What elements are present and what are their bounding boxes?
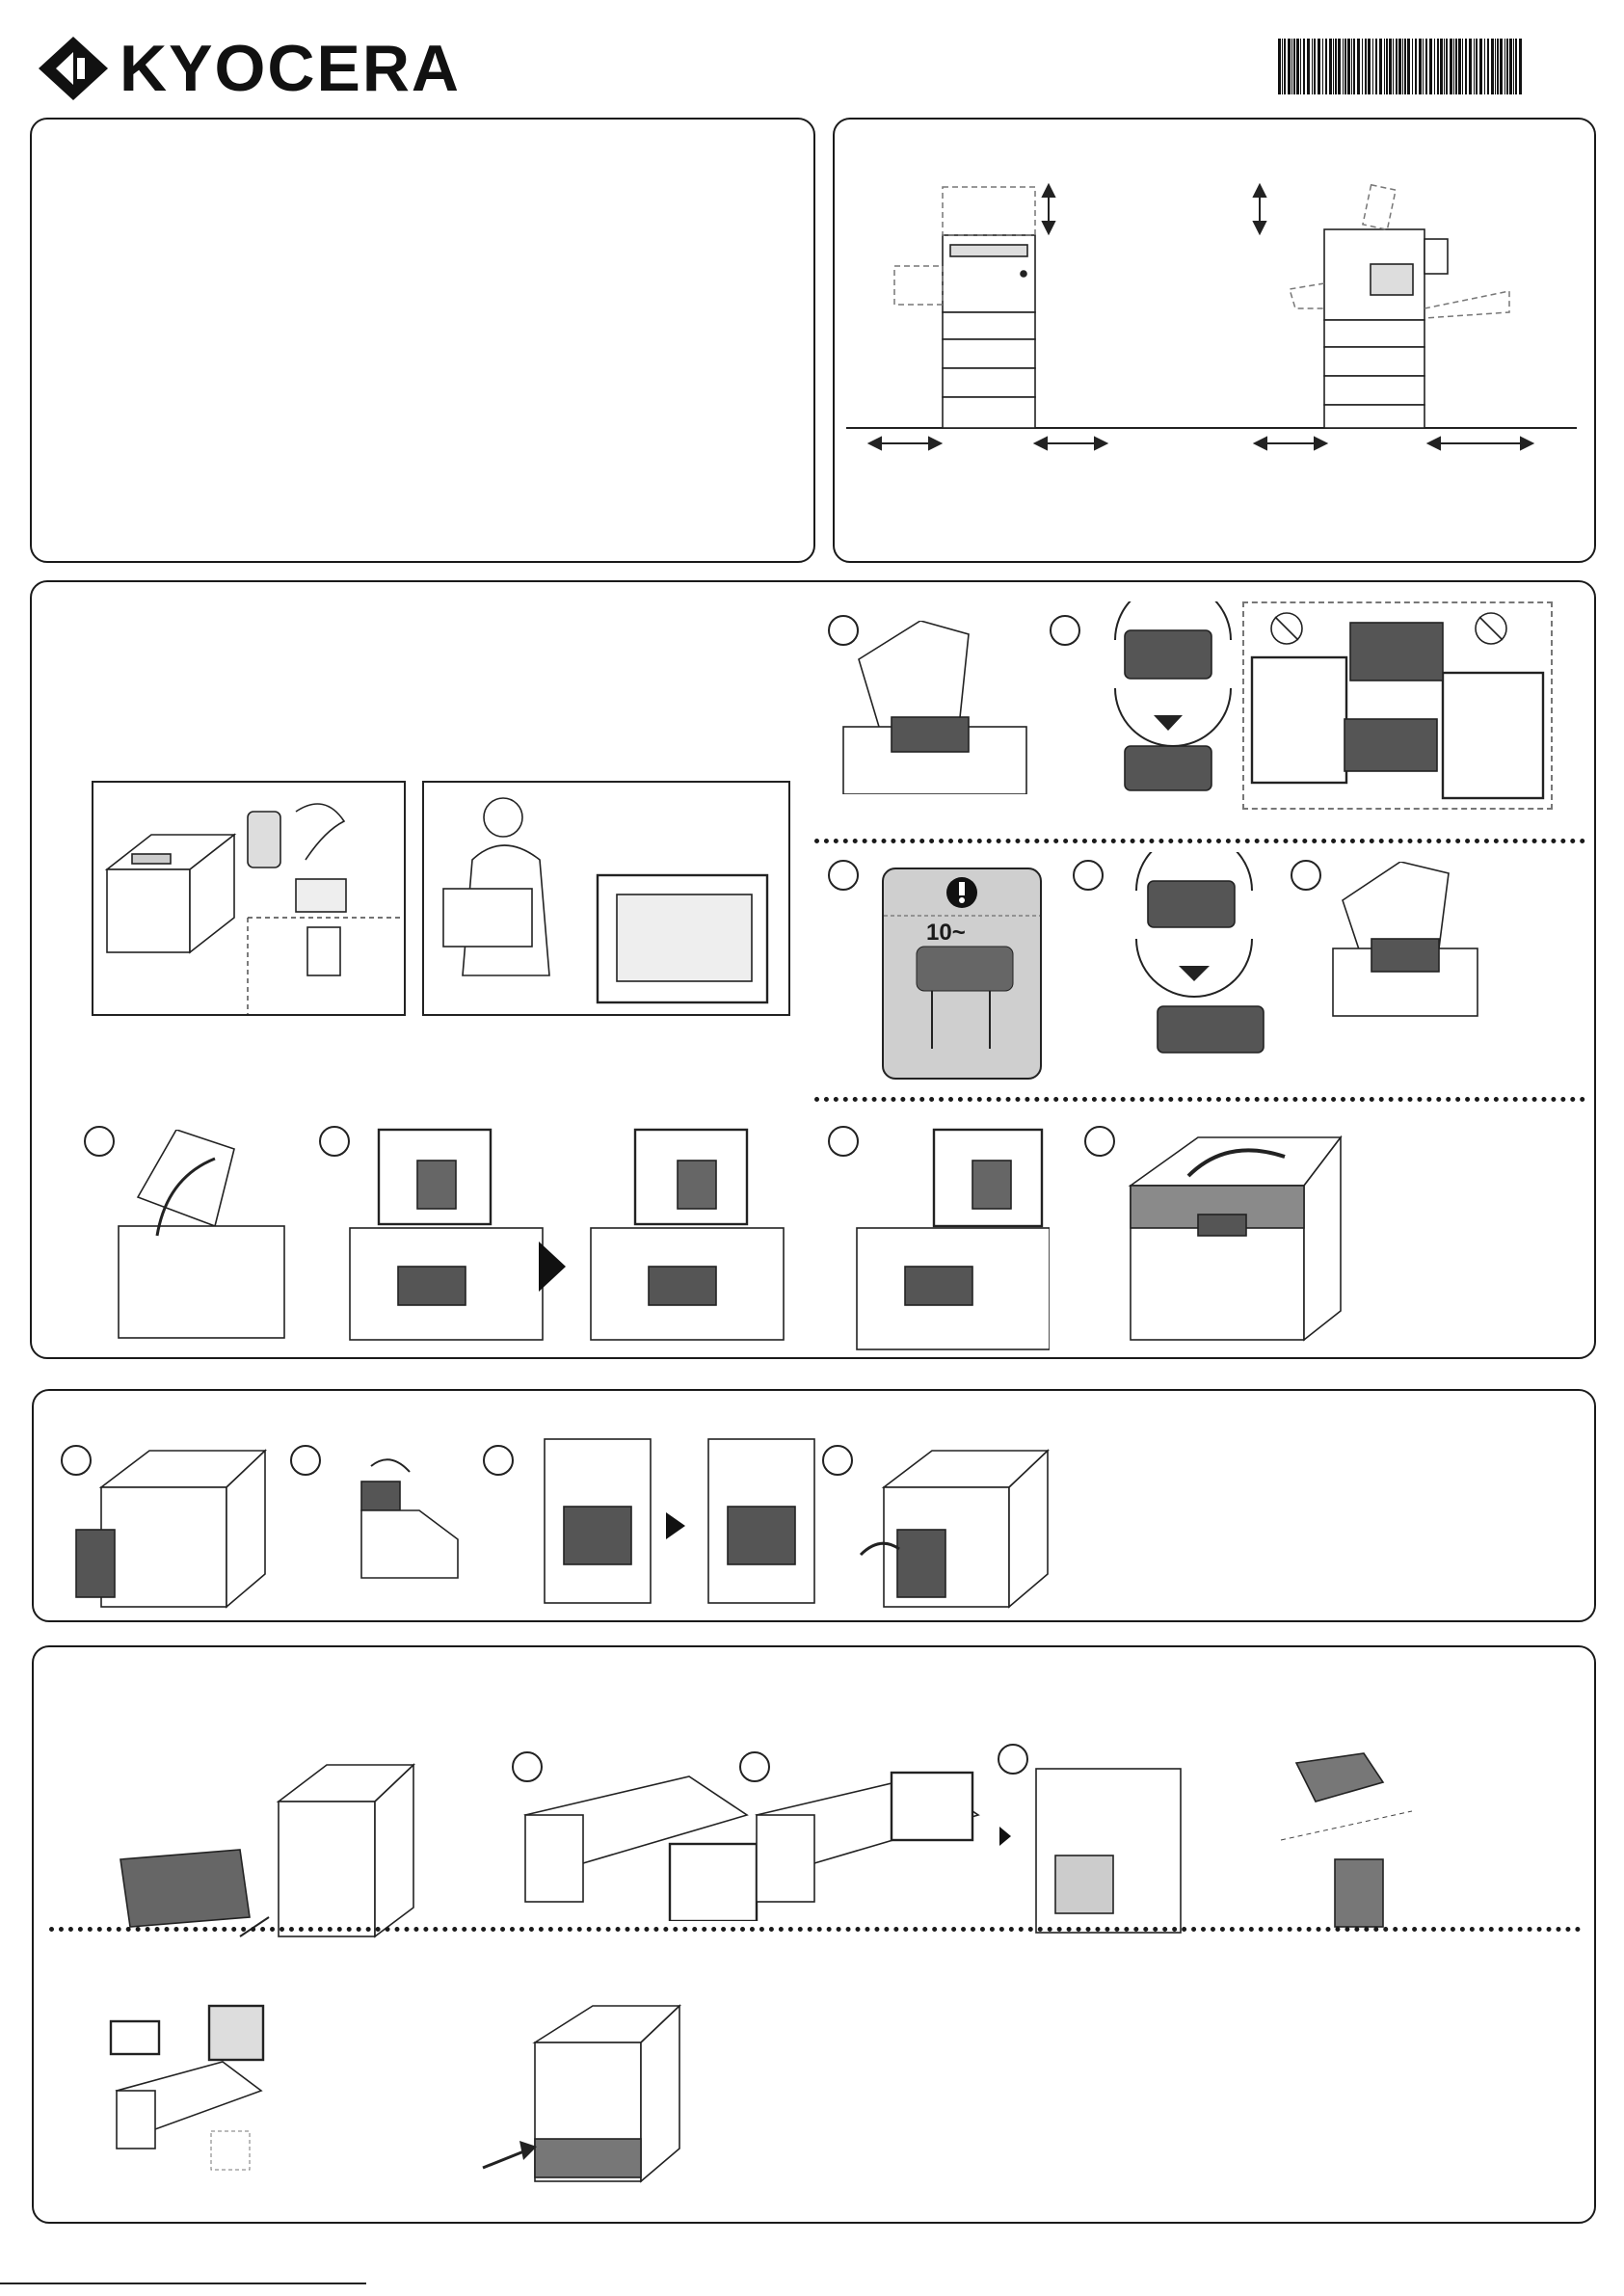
installation-space-panel	[833, 118, 1596, 563]
package-contents-frame	[92, 781, 406, 1016]
barcode-bar	[1446, 39, 1448, 94]
barcode-bar	[1450, 39, 1452, 94]
lock-lever-done-illustration	[581, 1122, 793, 1344]
set-paper-size-dial-illustration	[998, 1749, 1190, 1942]
barcode-bar	[1434, 39, 1435, 94]
barcode-bar	[1419, 39, 1422, 94]
barcode-bar	[1462, 39, 1463, 94]
open-side-cover-illustration	[72, 1449, 284, 1613]
barcode-bar	[1322, 39, 1323, 94]
barcode-bar	[1484, 39, 1485, 94]
step-marker	[290, 1445, 321, 1476]
barcode-bar	[1453, 39, 1454, 94]
adjust-width-guide-illustration	[516, 1757, 766, 1921]
release-lever-illustration	[847, 1122, 1050, 1353]
load-paper-illustration	[107, 2004, 319, 2177]
barcode-bar	[1291, 39, 1292, 94]
barcode-bar	[1307, 39, 1310, 94]
barcode-bar	[1465, 39, 1467, 94]
barcode-bar	[1347, 39, 1350, 94]
installation-clearance-diagram	[835, 120, 1598, 565]
barcode-bar	[1425, 39, 1427, 94]
barcode-bar	[1506, 39, 1508, 94]
barcode-bar	[1398, 39, 1401, 94]
fan-paper-illustration	[1277, 1744, 1422, 1936]
barcode-bar	[1333, 39, 1334, 94]
barcode-bar	[1396, 39, 1398, 94]
barcode-bar	[1393, 39, 1394, 94]
barcode-bar	[1495, 39, 1496, 94]
barcode-bar	[1491, 39, 1494, 94]
barcode-bar	[1314, 39, 1316, 94]
barcode-bar	[1455, 39, 1457, 94]
barcode-bar	[1343, 39, 1344, 94]
adjust-length-guide-illustration	[747, 1757, 998, 1921]
insert-toner-illustration	[1304, 862, 1487, 1026]
barcode-bar	[1353, 39, 1355, 94]
barcode-bar	[1365, 39, 1367, 94]
barcode-bar	[1389, 39, 1392, 94]
barcode-bar	[1407, 39, 1410, 94]
section-divider	[814, 839, 1585, 843]
waste-toner-box-cap-illustration	[342, 1449, 467, 1613]
barcode-bar	[1437, 39, 1439, 94]
barcode-bar	[1487, 39, 1489, 94]
barcode-bar	[1519, 39, 1522, 94]
barcode-bar	[1338, 39, 1341, 94]
intro-panel	[30, 118, 815, 563]
next-arrow-icon	[533, 1238, 572, 1295]
lifting-printer-illustration	[424, 783, 788, 1014]
open-top-cover-illustration	[109, 1130, 292, 1342]
close-top-cover-illustration	[1121, 1118, 1352, 1349]
barcode-bar	[1412, 39, 1413, 94]
barcode-bar	[1293, 39, 1295, 94]
barcode-bar	[1504, 39, 1505, 94]
do-not-touch-callout	[1242, 601, 1553, 810]
section-divider	[49, 1927, 1582, 1932]
barcode-bar	[1476, 39, 1478, 94]
barcode-bar	[1384, 39, 1385, 94]
barcode-bar	[1479, 39, 1482, 94]
do-not-touch-illustration	[1244, 603, 1551, 808]
barcode-bar	[1444, 39, 1445, 94]
barcode-bar	[1318, 39, 1320, 94]
insert-cassette-illustration	[477, 2004, 689, 2187]
barcode-bar	[1351, 39, 1352, 94]
shake-toner-illustration	[1092, 601, 1246, 814]
lifting-printer-frame	[422, 781, 790, 1016]
barcode-bar	[1278, 39, 1281, 94]
barcode-bar	[1440, 39, 1443, 94]
barcode-bar	[1344, 39, 1346, 94]
brand-name: KYOCERA	[120, 32, 462, 105]
printer-side-view	[1324, 229, 1448, 428]
barcode-bar	[1282, 39, 1283, 94]
barcode-bar	[1368, 39, 1371, 94]
open-top-cover-remove-toner-illustration	[834, 621, 1036, 794]
barcode-bar	[1458, 39, 1461, 94]
barcode-bar	[1372, 39, 1373, 94]
barcode-bar	[1288, 39, 1291, 94]
toner-installation-panel	[30, 580, 1596, 1359]
insert-waste-box-illustration	[535, 1429, 824, 1613]
kyocera-logo	[35, 32, 462, 105]
toner-warning-callout	[882, 868, 1042, 1080]
package-contents-illustration	[93, 783, 404, 1014]
step-marker	[822, 1445, 853, 1476]
barcode-bar	[1303, 39, 1305, 94]
barcode-bar	[1335, 39, 1337, 94]
close-side-cover-illustration	[855, 1449, 1067, 1613]
lock-lever-illustration	[340, 1122, 552, 1344]
paper-loading-panel	[32, 1645, 1596, 2224]
barcode-bar	[1469, 39, 1472, 94]
barcode-bar	[1362, 39, 1363, 94]
barcode-bar	[1312, 39, 1313, 94]
footer-rule	[0, 2283, 366, 2284]
barcode-bar	[1497, 39, 1499, 94]
barcode-bar	[1509, 39, 1512, 94]
toner-shake-length: 10~	[926, 920, 966, 946]
step-marker	[828, 860, 859, 891]
printer-front-view	[943, 235, 1035, 428]
barcode-bar	[1325, 39, 1327, 94]
barcode-bar	[1415, 39, 1417, 94]
barcode-bar	[1386, 39, 1388, 94]
barcode-bar	[1402, 39, 1403, 94]
barcode-bar	[1296, 39, 1299, 94]
barcode-bar	[1379, 39, 1382, 94]
barcode-image	[1278, 39, 1523, 94]
barcode-bar	[1357, 39, 1360, 94]
barcode-bar	[1284, 39, 1286, 94]
barcode-bar	[1500, 39, 1503, 94]
step-marker	[1084, 1126, 1115, 1157]
barcode-bar	[1513, 39, 1514, 94]
barcode-bar	[1429, 39, 1432, 94]
kyocera-k-mark-icon	[35, 35, 112, 102]
barcode-bar	[1474, 39, 1475, 94]
waste-toner-panel	[32, 1389, 1596, 1622]
step-marker	[1073, 860, 1104, 891]
barcode-bar	[1423, 39, 1424, 94]
barcode-bar	[1515, 39, 1517, 94]
barcode-bar	[1375, 39, 1377, 94]
step-marker	[483, 1445, 514, 1476]
pull-out-cassette-illustration	[115, 1763, 423, 1946]
step-marker	[1050, 615, 1080, 646]
barcode-bar	[1300, 39, 1301, 94]
shake-new-toner-illustration	[1121, 852, 1275, 1074]
barcode-bar	[1404, 39, 1406, 94]
section-divider	[814, 1097, 1585, 1102]
barcode-bar	[1329, 39, 1332, 94]
toner-warning-illustration	[884, 869, 1040, 1078]
